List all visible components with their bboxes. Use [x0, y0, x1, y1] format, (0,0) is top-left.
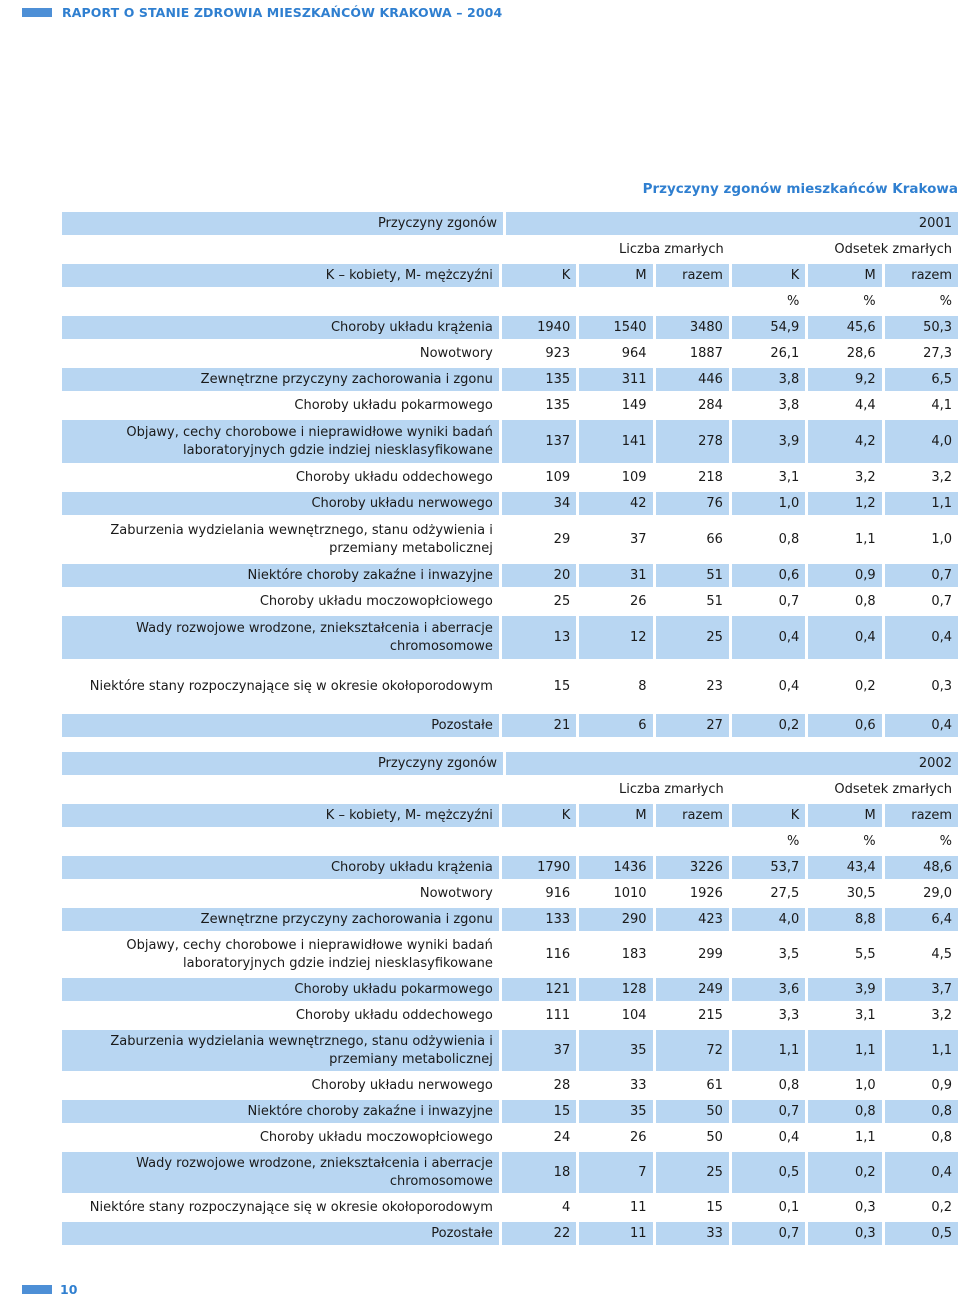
sex-legend: K – kobiety, M- mężczyźni — [62, 264, 499, 287]
cause-text: Choroby układu oddechowego — [295, 469, 493, 485]
value-cell: 27 — [656, 714, 729, 737]
value-cell: 0,3 — [885, 667, 958, 706]
value-cell: 149 — [579, 394, 652, 417]
unit-header — [656, 290, 729, 313]
cause-text: Choroby układu moczowopłciowego — [259, 593, 493, 609]
table-row — [62, 908, 958, 931]
cause-label — [62, 342, 499, 365]
value-cell: 61 — [656, 1074, 729, 1097]
column-title: Przyczyny zgonów — [62, 752, 503, 775]
cause-label — [62, 590, 499, 613]
value-cell: 23 — [656, 667, 729, 706]
sub-header: razem — [885, 804, 958, 827]
value-cell: 0,3 — [808, 1196, 881, 1219]
value-cell: 278 — [656, 420, 729, 463]
value-cell: 1926 — [656, 882, 729, 905]
table-row — [62, 1152, 958, 1193]
table-caption — [0, 178, 960, 197]
value-cell: 8 — [579, 667, 652, 706]
cause-label — [62, 394, 499, 417]
value-cell: 3226 — [656, 856, 729, 879]
value-cell: 51 — [656, 590, 729, 613]
sub-header: M — [808, 264, 881, 287]
sub-header: K — [732, 804, 805, 827]
value-cell: 45,6 — [808, 316, 881, 339]
report-title: RAPORT O STANIE ZDROWIA MIESZKAŃCÓW KRAKOWA – 2004 — [62, 4, 503, 20]
table-row — [62, 804, 958, 827]
value-cell: 111 — [502, 1004, 576, 1027]
value-cell: 42 — [579, 492, 652, 515]
cause-text: Niektóre stany rozpoczynające się w okresie okołoporodowym — [89, 678, 493, 694]
value-cell: 15 — [502, 667, 576, 706]
value-cell: 0,2 — [808, 1152, 881, 1193]
value-cell: 1,0 — [808, 1074, 881, 1097]
value-cell: 25 — [656, 1152, 729, 1193]
column-title: Przyczyny zgonów — [62, 212, 503, 235]
cause-text: Zaburzenia wydzielania wewnętrznego, stanu odżywienia i przemiany metabolicznej — [110, 522, 493, 556]
cause-text: Niektóre stany rozpoczynające się w okresie okołoporodowym — [89, 1199, 493, 1215]
value-cell: 21 — [502, 714, 576, 737]
value-cell: 48,6 — [885, 856, 958, 879]
cause-label — [62, 714, 499, 737]
value-cell: 311 — [579, 368, 652, 391]
value-cell: 26 — [579, 590, 652, 613]
cause-text: Choroby układu krążenia — [330, 859, 493, 875]
table-row — [62, 290, 958, 313]
value-cell: 26 — [579, 1126, 652, 1149]
value-cell: 137 — [502, 420, 576, 463]
table-row — [62, 856, 958, 879]
cause-label — [62, 1152, 499, 1193]
value-cell: 1887 — [656, 342, 729, 365]
value-cell: 25 — [502, 590, 576, 613]
value-cell: 27,3 — [885, 342, 958, 365]
table-row — [62, 394, 958, 417]
value-cell: 4,0 — [732, 908, 805, 931]
value-cell: 13 — [502, 616, 576, 659]
table-row — [62, 264, 958, 287]
cause-label — [62, 908, 499, 931]
unit-header — [656, 830, 729, 853]
cause-text: Zewnętrzne przyczyny zachorowania i zgonu — [200, 911, 493, 927]
value-cell: 4,5 — [885, 934, 958, 975]
sub-header: M — [808, 804, 881, 827]
value-cell: 0,8 — [732, 518, 805, 561]
value-cell: 4 — [502, 1196, 576, 1219]
unit-header: % — [885, 830, 958, 853]
value-cell: 3,1 — [732, 466, 805, 489]
cause-text: Niektóre choroby zakaźne i inwazyjne — [247, 1103, 493, 1119]
cause-text: Pozostałe — [431, 1225, 493, 1241]
cause-label — [62, 316, 499, 339]
value-cell: 3480 — [656, 316, 729, 339]
table-2001 — [62, 212, 958, 740]
unit-header: % — [732, 830, 805, 853]
table-row — [62, 934, 958, 975]
value-cell: 0,8 — [808, 590, 881, 613]
value-cell: 1010 — [579, 882, 652, 905]
value-cell: 0,3 — [808, 1222, 881, 1245]
value-cell: 423 — [656, 908, 729, 931]
table-2002 — [62, 752, 958, 1248]
value-cell: 0,1 — [732, 1196, 805, 1219]
value-cell: 33 — [579, 1074, 652, 1097]
value-cell: 1,2 — [808, 492, 881, 515]
table-row — [62, 466, 958, 489]
table-row — [62, 1126, 958, 1149]
unit-header: % — [885, 290, 958, 313]
table-row — [62, 564, 958, 587]
value-cell: 121 — [502, 978, 576, 1001]
group-rate: Odsetek zmarłych — [733, 778, 958, 801]
cause-label — [62, 978, 499, 1001]
value-cell: 3,8 — [732, 368, 805, 391]
caption-text: Przyczyny zgonów mieszkańców Krakowa — [642, 181, 958, 197]
cause-label — [62, 1126, 499, 1149]
value-cell: 1,1 — [885, 492, 958, 515]
year-label: 2001 — [506, 212, 958, 235]
sub-header: razem — [885, 264, 958, 287]
value-cell: 53,7 — [732, 856, 805, 879]
table-row — [62, 778, 958, 801]
value-cell: 15 — [656, 1196, 729, 1219]
cause-text: Nowotwory — [419, 345, 493, 361]
value-cell: 1,0 — [885, 518, 958, 561]
cause-label — [62, 368, 499, 391]
empty-label — [62, 778, 502, 801]
cause-label — [62, 1074, 499, 1097]
value-cell: 0,4 — [732, 1126, 805, 1149]
cause-text: Objawy, cechy chorobowe i nieprawidłowe wyniki badań laboratoryjnych gdzie indziej niesklasyfikowane — [126, 424, 493, 458]
value-cell: 0,7 — [885, 564, 958, 587]
cause-label — [62, 1100, 499, 1123]
value-cell: 0,2 — [885, 1196, 958, 1219]
table-row — [62, 368, 958, 391]
table-row — [62, 830, 958, 853]
value-cell: 25 — [656, 616, 729, 659]
table-row — [62, 1074, 958, 1097]
value-cell: 3,3 — [732, 1004, 805, 1027]
table-row — [62, 1004, 958, 1027]
table-row — [62, 420, 958, 463]
cause-label — [62, 466, 499, 489]
table-row — [62, 882, 958, 905]
table-row — [62, 212, 958, 235]
value-cell: 1436 — [579, 856, 652, 879]
value-cell: 135 — [502, 394, 576, 417]
value-cell: 284 — [656, 394, 729, 417]
value-cell: 9,2 — [808, 368, 881, 391]
value-cell: 3,1 — [808, 1004, 881, 1027]
value-cell: 6 — [579, 714, 652, 737]
value-cell: 43,4 — [808, 856, 881, 879]
value-cell: 20 — [502, 564, 576, 587]
sub-header: M — [579, 804, 652, 827]
value-cell: 109 — [502, 466, 576, 489]
value-cell: 290 — [579, 908, 652, 931]
value-cell: 183 — [579, 934, 652, 975]
table-row — [62, 492, 958, 515]
cause-text: Zaburzenia wydzielania wewnętrznego, stanu odżywienia i przemiany metabolicznej — [110, 1033, 493, 1067]
value-cell: 66 — [656, 518, 729, 561]
value-cell: 0,7 — [885, 590, 958, 613]
value-cell: 0,4 — [885, 1152, 958, 1193]
table-row — [62, 1030, 958, 1071]
cause-text: Choroby układu pokarmowego — [294, 981, 493, 997]
value-cell: 29 — [502, 518, 576, 561]
value-cell: 0,6 — [732, 564, 805, 587]
value-cell: 0,4 — [732, 616, 805, 659]
value-cell: 27,5 — [732, 882, 805, 905]
value-cell: 0,8 — [885, 1100, 958, 1123]
value-cell: 3,7 — [885, 978, 958, 1001]
page-footer — [22, 1282, 77, 1296]
value-cell: 916 — [502, 882, 576, 905]
value-cell: 11 — [579, 1196, 652, 1219]
value-cell: 72 — [656, 1030, 729, 1071]
value-cell: 35 — [579, 1100, 652, 1123]
unit-header — [502, 830, 576, 853]
value-cell: 22 — [502, 1222, 576, 1245]
value-cell: 6,4 — [885, 908, 958, 931]
value-cell: 4,2 — [808, 420, 881, 463]
value-cell: 1,1 — [732, 1030, 805, 1071]
cause-text: Choroby układu krążenia — [330, 319, 493, 335]
cause-text: Pozostałe — [431, 717, 493, 733]
table-row — [62, 590, 958, 613]
header-marker — [22, 8, 52, 17]
value-cell: 3,9 — [732, 420, 805, 463]
value-cell: 12 — [579, 616, 652, 659]
cause-text: Choroby układu nerwowego — [311, 495, 493, 511]
value-cell: 133 — [502, 908, 576, 931]
sub-header: M — [579, 264, 652, 287]
cause-text: Wady rozwojowe wrodzone, zniekształcenia i aberracje chromosomowe — [136, 620, 493, 654]
table-row — [62, 518, 958, 561]
value-cell: 0,4 — [885, 616, 958, 659]
value-cell: 28,6 — [808, 342, 881, 365]
value-cell: 0,7 — [732, 1100, 805, 1123]
cause-label — [62, 1196, 499, 1219]
value-cell: 26,1 — [732, 342, 805, 365]
value-cell: 923 — [502, 342, 576, 365]
cause-label — [62, 856, 499, 879]
cause-text: Choroby układu pokarmowego — [294, 397, 493, 413]
table-row — [62, 342, 958, 365]
value-cell: 33 — [656, 1222, 729, 1245]
value-cell: 109 — [579, 466, 652, 489]
year-label: 2002 — [506, 752, 958, 775]
cause-text: Objawy, cechy chorobowe i nieprawidłowe wyniki badań laboratoryjnych gdzie indziej niesklasyfikowane — [126, 937, 493, 971]
sub-header: K — [732, 264, 805, 287]
table-row — [62, 667, 958, 706]
value-cell: 0,5 — [885, 1222, 958, 1245]
value-cell: 0,6 — [808, 714, 881, 737]
value-cell: 3,5 — [732, 934, 805, 975]
value-cell: 3,9 — [808, 978, 881, 1001]
cause-label — [62, 564, 499, 587]
table-row — [62, 1196, 958, 1219]
value-cell: 0,8 — [808, 1100, 881, 1123]
value-cell: 135 — [502, 368, 576, 391]
value-cell: 29,0 — [885, 882, 958, 905]
value-cell: 37 — [502, 1030, 576, 1071]
value-cell: 5,5 — [808, 934, 881, 975]
value-cell: 24 — [502, 1126, 576, 1149]
value-cell: 0,4 — [732, 667, 805, 706]
empty-label — [62, 830, 499, 853]
value-cell: 34 — [502, 492, 576, 515]
table-row — [62, 978, 958, 1001]
cause-label — [62, 1030, 499, 1071]
cause-label — [62, 667, 499, 706]
value-cell: 116 — [502, 934, 576, 975]
value-cell: 35 — [579, 1030, 652, 1071]
value-cell: 446 — [656, 368, 729, 391]
table-row — [62, 1222, 958, 1245]
value-cell: 215 — [656, 1004, 729, 1027]
page-header — [22, 4, 502, 20]
value-cell: 0,2 — [808, 667, 881, 706]
value-cell: 4,1 — [885, 394, 958, 417]
empty-label — [62, 238, 502, 261]
sub-header: razem — [656, 264, 729, 287]
cause-text: Niektóre choroby zakaźne i inwazyjne — [247, 567, 493, 583]
value-cell: 31 — [579, 564, 652, 587]
value-cell: 7 — [579, 1152, 652, 1193]
cause-label — [62, 518, 499, 561]
table-row — [62, 714, 958, 737]
value-cell: 30,5 — [808, 882, 881, 905]
value-cell: 1790 — [502, 856, 576, 879]
table-row — [62, 1100, 958, 1123]
value-cell: 141 — [579, 420, 652, 463]
value-cell: 964 — [579, 342, 652, 365]
value-cell: 76 — [656, 492, 729, 515]
value-cell: 50 — [656, 1100, 729, 1123]
value-cell: 218 — [656, 466, 729, 489]
cause-text: Wady rozwojowe wrodzone, zniekształcenia i aberracje chromosomowe — [136, 1155, 493, 1189]
cause-label — [62, 492, 499, 515]
cause-label — [62, 1222, 499, 1245]
value-cell: 3,2 — [885, 1004, 958, 1027]
value-cell: 15 — [502, 1100, 576, 1123]
value-cell: 1,1 — [808, 1126, 881, 1149]
group-deaths: Liczba zmarłych — [505, 778, 730, 801]
value-cell: 3,6 — [732, 978, 805, 1001]
unit-header: % — [808, 290, 881, 313]
value-cell: 11 — [579, 1222, 652, 1245]
value-cell: 1940 — [502, 316, 576, 339]
cause-label — [62, 882, 499, 905]
value-cell: 1540 — [579, 316, 652, 339]
value-cell: 1,1 — [885, 1030, 958, 1071]
unit-header — [502, 290, 576, 313]
value-cell: 104 — [579, 1004, 652, 1027]
cause-label — [62, 934, 499, 975]
sex-legend: K – kobiety, M- mężczyźni — [62, 804, 499, 827]
unit-header — [579, 290, 652, 313]
table-row — [62, 238, 958, 261]
unit-header — [579, 830, 652, 853]
value-cell: 0,7 — [732, 1222, 805, 1245]
value-cell: 0,8 — [885, 1126, 958, 1149]
value-cell: 50 — [656, 1126, 729, 1149]
cause-text: Nowotwory — [419, 885, 493, 901]
unit-header: % — [808, 830, 881, 853]
empty-label — [62, 290, 499, 313]
value-cell: 18 — [502, 1152, 576, 1193]
value-cell: 6,5 — [885, 368, 958, 391]
value-cell: 1,1 — [808, 1030, 881, 1071]
table-row — [62, 752, 958, 775]
value-cell: 54,9 — [732, 316, 805, 339]
value-cell: 4,4 — [808, 394, 881, 417]
value-cell: 3,2 — [808, 466, 881, 489]
value-cell: 0,2 — [732, 714, 805, 737]
value-cell: 0,9 — [885, 1074, 958, 1097]
value-cell: 0,9 — [808, 564, 881, 587]
cause-label — [62, 1004, 499, 1027]
cause-text: Choroby układu oddechowego — [295, 1007, 493, 1023]
table-row — [62, 316, 958, 339]
group-rate: Odsetek zmarłych — [733, 238, 958, 261]
value-cell: 0,4 — [885, 714, 958, 737]
value-cell: 1,1 — [808, 518, 881, 561]
value-cell: 0,5 — [732, 1152, 805, 1193]
unit-header: % — [732, 290, 805, 313]
value-cell: 50,3 — [885, 316, 958, 339]
footer-marker — [22, 1285, 52, 1294]
cause-label — [62, 616, 499, 659]
value-cell: 0,8 — [732, 1074, 805, 1097]
value-cell: 3,8 — [732, 394, 805, 417]
table-row — [62, 616, 958, 659]
sub-header: K — [502, 264, 576, 287]
page-number: 10 — [60, 1281, 78, 1297]
value-cell: 0,4 — [808, 616, 881, 659]
cause-text: Zewnętrzne przyczyny zachorowania i zgonu — [200, 371, 493, 387]
value-cell: 28 — [502, 1074, 576, 1097]
value-cell: 51 — [656, 564, 729, 587]
value-cell: 299 — [656, 934, 729, 975]
value-cell: 0,7 — [732, 590, 805, 613]
value-cell: 249 — [656, 978, 729, 1001]
cause-text: Choroby układu moczowopłciowego — [259, 1129, 493, 1145]
group-deaths: Liczba zmarłych — [505, 238, 730, 261]
value-cell: 37 — [579, 518, 652, 561]
value-cell: 4,0 — [885, 420, 958, 463]
value-cell: 3,2 — [885, 466, 958, 489]
sub-header: K — [502, 804, 576, 827]
value-cell: 1,0 — [732, 492, 805, 515]
cause-text: Choroby układu nerwowego — [311, 1077, 493, 1093]
value-cell: 128 — [579, 978, 652, 1001]
value-cell: 8,8 — [808, 908, 881, 931]
cause-label — [62, 420, 499, 463]
sub-header: razem — [656, 804, 729, 827]
